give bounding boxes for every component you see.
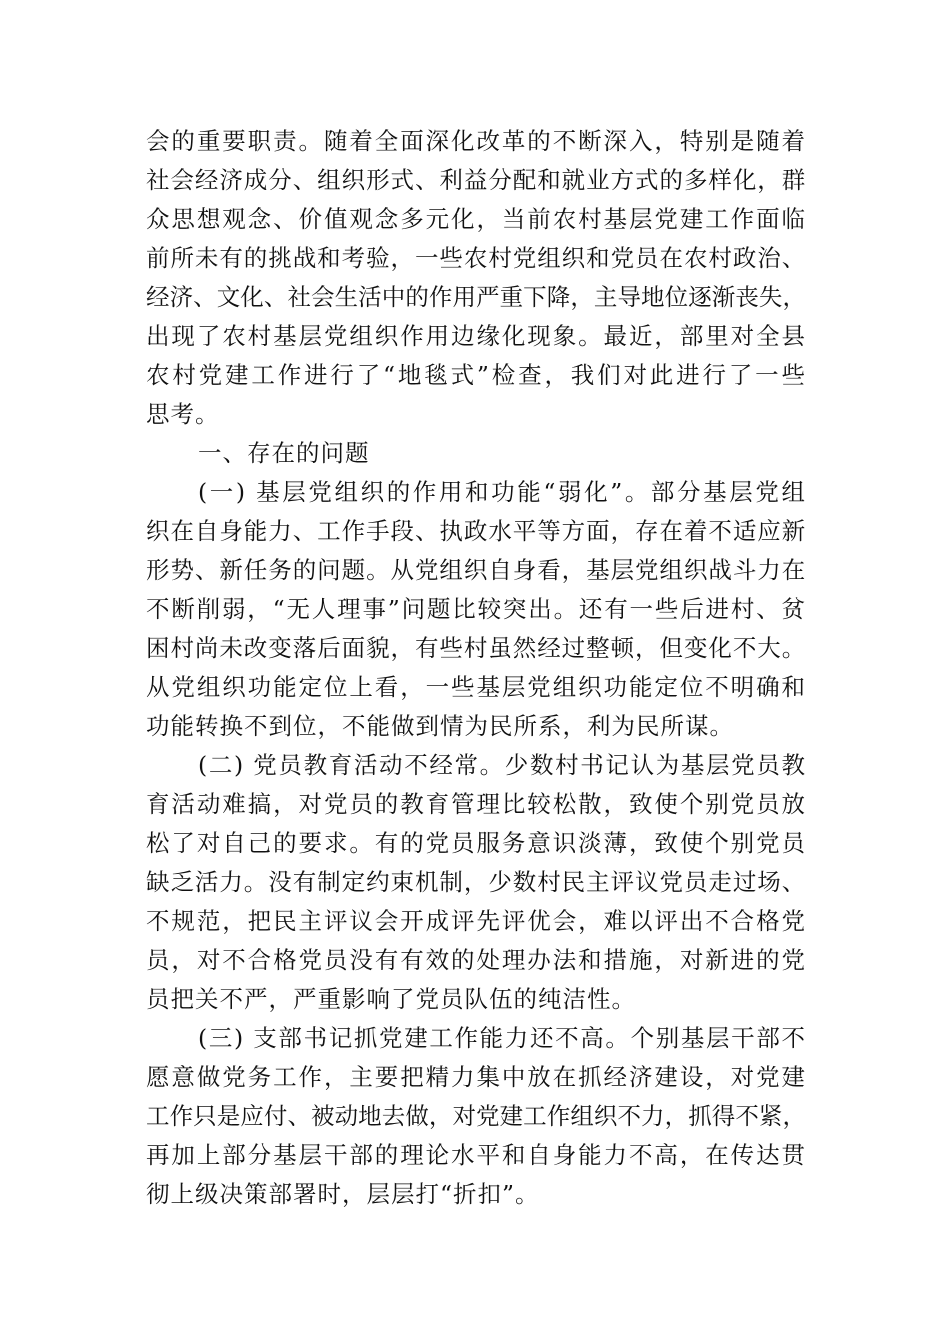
heading-text: 一、存在的问题 [198, 439, 370, 467]
text-line: 形势、新任务的问题。从党组织自身看，基层党组织战斗力在 [146, 556, 806, 584]
text-line: 愿意做党务工作，主要把精力集中放在抓经济建设，对党建 [146, 1063, 806, 1091]
text-line: 困村尚未改变落后面貌，有些村虽然经过整顿，但变化不大。 [146, 634, 806, 662]
text-line: (三) 支部书记抓党建工作能力还不高。个别基层干部不 [198, 1024, 806, 1052]
text-line: 会的重要职责。随着全面深化改革的不断深入，特别是随着 [146, 127, 806, 155]
text-line: 经济、文化、社会生活中的作用严重下降，主导地位逐渐丧失， [146, 283, 806, 311]
text-line: 再加上部分基层干部的理论水平和自身能力不高，在传达贯 [146, 1141, 806, 1169]
text-line: 松了对自己的要求。有的党员服务意识淡薄，致使个别党员 [146, 829, 806, 857]
text-line: 育活动难搞，对党员的教育管理比较松散，致使个别党员放 [146, 790, 806, 818]
text-line: 从党组织功能定位上看，一些基层党组织功能定位不明确和 [146, 673, 806, 701]
text-line: 前所未有的挑战和考验，一些农村党组织和党员在农村政治、 [146, 244, 806, 272]
text-line: 缺乏活力。没有制定约束机制，少数村民主评议党员走过场、 [146, 868, 806, 896]
text-line: 出现了农村基层党组织作用边缘化现象。最近，部里对全县 [146, 322, 806, 350]
text-line: 织在自身能力、工作手段、执政水平等方面，存在着不适应新 [146, 517, 806, 545]
text-line: 农村党建工作进行了“地毯式”检查，我们对此进行了一些 [146, 361, 806, 389]
text-line: 不规范，把民主评议会开成评先评优会，难以评出不合格党 [146, 907, 806, 935]
paragraph-intro-continuation [146, 122, 806, 434]
text-line: 功能转换不到位，不能做到情为民所系，利为民所谋。 [146, 712, 734, 740]
document-body [146, 122, 806, 1214]
paragraph-item-3 [146, 1019, 806, 1214]
text-line: 彻上级决策部署时，层层打“折扣”。 [146, 1180, 540, 1208]
paragraph-item-1 [146, 473, 806, 746]
text-line: 社会经济成分、组织形式、利益分配和就业方式的多样化，群 [146, 166, 806, 194]
text-line: (二) 党员教育活动不经常。少数村书记认为基层党员教 [198, 751, 806, 779]
text-line: 思考。 [146, 400, 220, 428]
section-heading [146, 434, 806, 473]
text-line: 员把关不严，严重影响了党员队伍的纯洁性。 [146, 985, 636, 1013]
text-line: 工作只是应付、被动地去做，对党建工作组织不力，抓得不紧， [146, 1102, 806, 1130]
text-line: 不断削弱，“无人理事”问题比较突出。还有一些后进村、贫 [146, 595, 806, 623]
text-line: 众思想观念、价值观念多元化，当前农村基层党建工作面临 [146, 205, 806, 233]
text-line: (一) 基层党组织的作用和功能“弱化”。部分基层党组 [198, 478, 806, 506]
text-line: 员，对不合格党员没有有效的处理办法和措施，对新进的党 [146, 946, 806, 974]
paragraph-item-2 [146, 746, 806, 1019]
